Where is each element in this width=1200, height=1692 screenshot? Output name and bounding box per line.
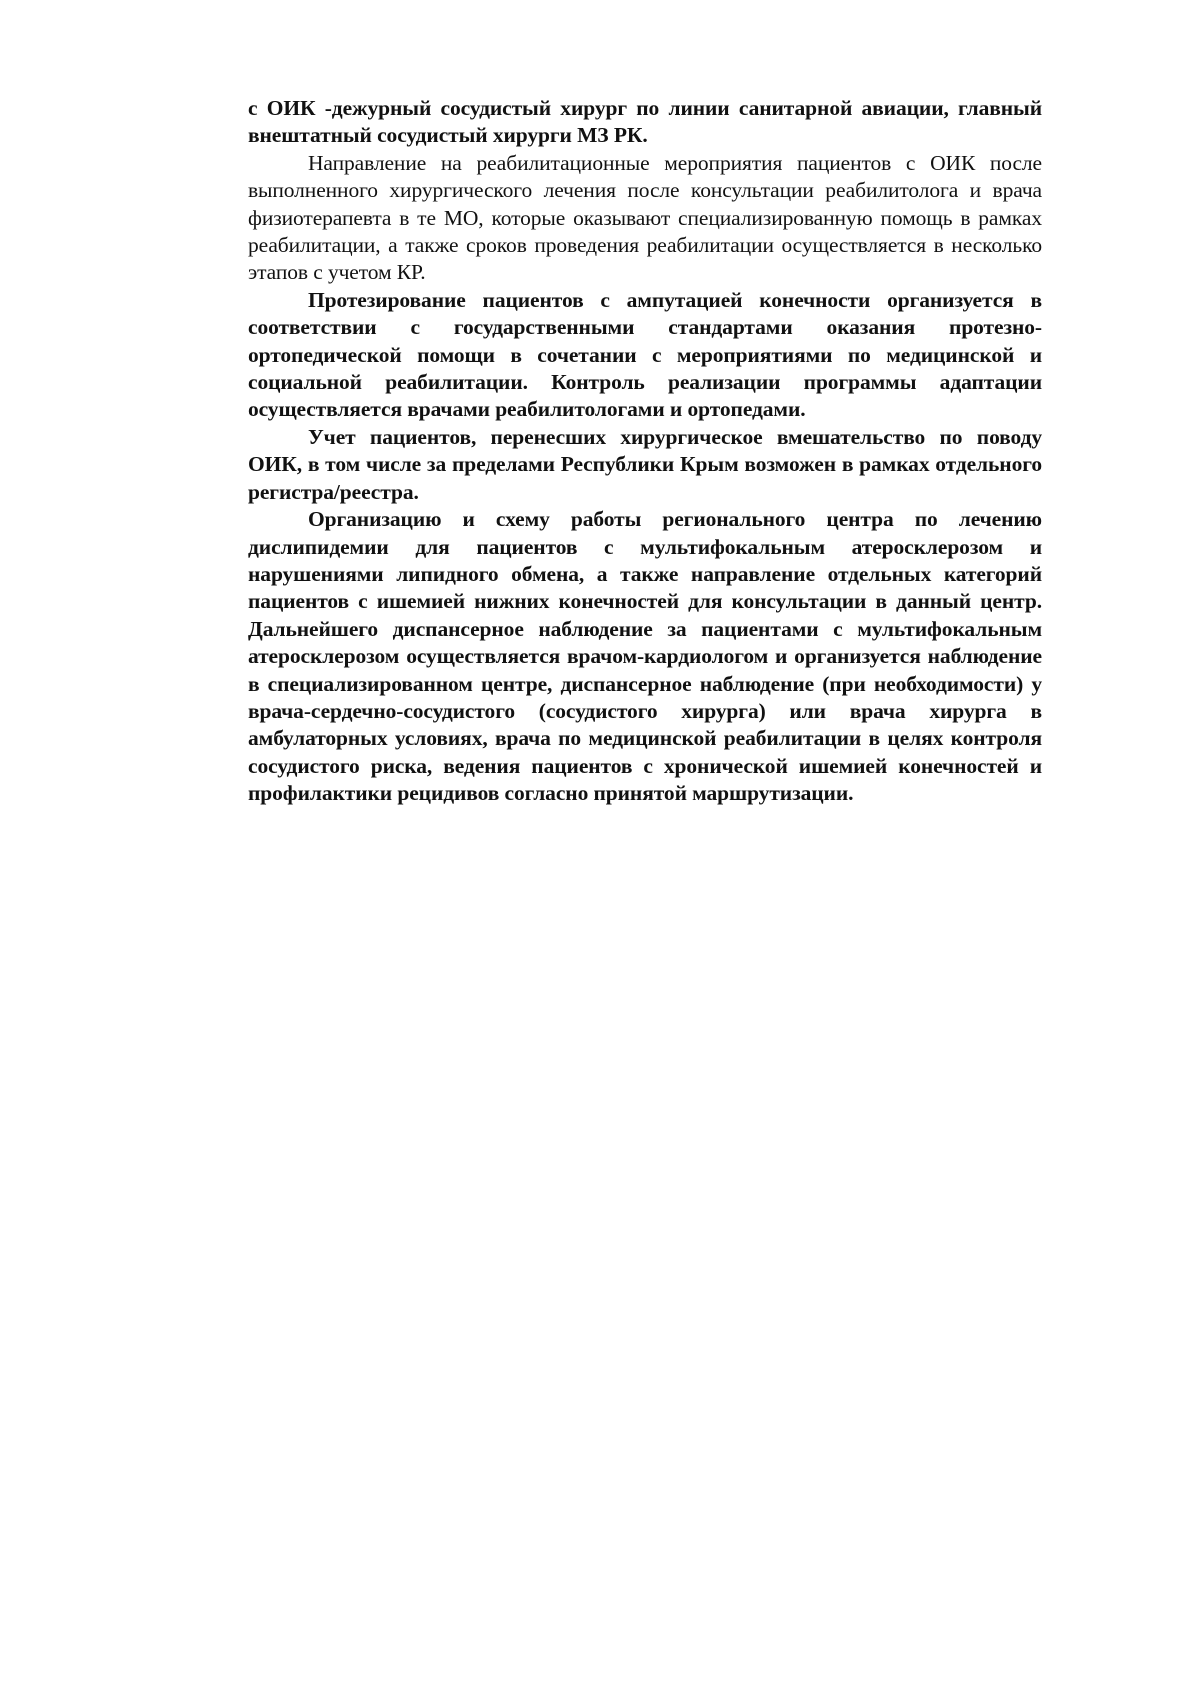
paragraph-surgeon-on-duty: с ОИК -дежурный сосудистый хирург по линии санитарной авиации, главный внештатный сосудистый хирурги МЗ РК. [248,96,1042,148]
paragraph-rehabilitation-referral: Направление на реабилитационные мероприятия пациентов с ОИК после выполненного хирургического лечения после консультации реабилитолога и врача физиотерапевта в те МО, которые оказывают специализированную помощь в рамках реабилитации, а также сроков проведения реабилитации осуществляется в несколько этапов с учетом КР. [248,150,1042,285]
document-body [248,95,1042,808]
paragraph-dyslipidemia-center: Организацию и схему работы регионального центра по лечению дислипидемии для пациентов с мультифокальным атеросклерозом и нарушениями липидного обмена, а также направление отдельных категорий пациентов с ишемией нижних конечностей для консультации в данный центр. Дальнейшего диспансерное наблюдение за пациентами с мультифокальным атеросклерозом осуществляется врачом-кардиологом и организуется наблюдение в специализированном центре, диспансерное наблюдение (при необходимости) у врача-сердечно-сосудистого (сосудистого хирурга) или врача хирурга в амбулаторных условиях, врача по медицинской реабилитации в целях контроля сосудистого риска, ведения пациентов с хронической ишемией конечностей и профилактики рецидивов согласно принятой маршрутизации. [248,507,1042,806]
paragraph-prosthetics: Протезирование пациентов с ампутацией конечности организуется в соответствии с государственными стандартами оказания протезно-ортопедической помощи в сочетании с мероприятиями по медицинской и социальной реабилитации. Контроль реализации программы адаптации осуществляется врачами реабилитологами и ортопедами. [248,287,1042,422]
paragraph-patient-registry: Учет пациентов, перенесших хирургическое вмешательство по поводу ОИК, в том числе за пределами Республики Крым возможен в рамках отдельного регистра/реестра. [248,424,1042,504]
